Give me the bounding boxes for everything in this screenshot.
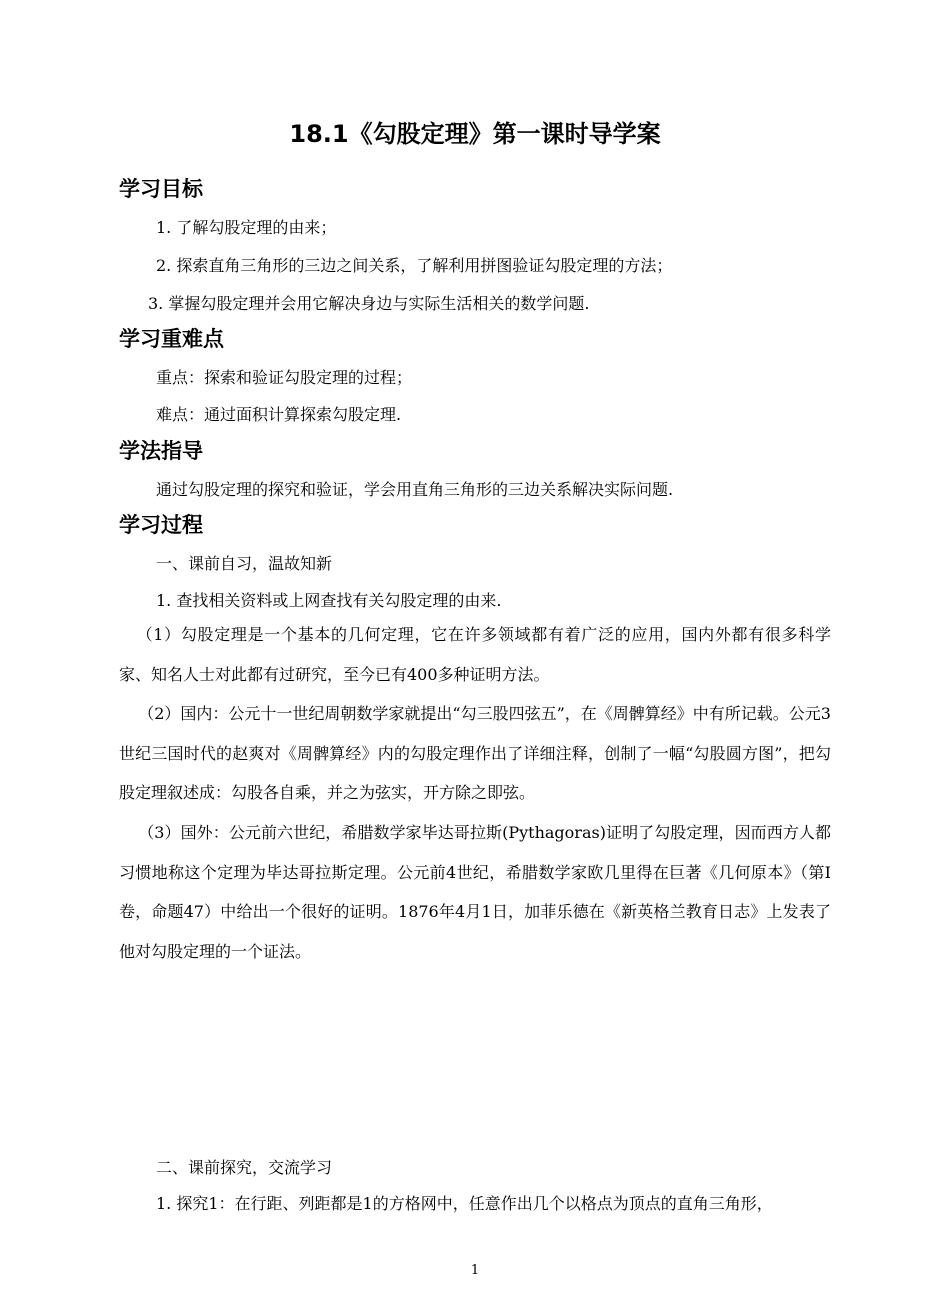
document-title: 18.1《勾股定理》第一课时导学案 — [289, 120, 661, 148]
process-part1-item1: 1. 查找相关资料或上网查找有关勾股定理的由来. — [156, 591, 502, 610]
process-part2-item1: 1. 探究1：在行距、列距都是1的方格网中，任意作出几个以格点为顶点的直角三角形， — [156, 1194, 773, 1213]
objective-item-3: 3. 掌握勾股定理并会用它解决身边与实际生活相关的数学问题. — [148, 294, 590, 313]
objective-item-1: 1. 了解勾股定理的由来； — [156, 218, 337, 237]
heading-objectives: 学习目标 — [119, 177, 203, 201]
page-number: 1 — [470, 1263, 480, 1278]
history-paragraph-2: （2）国内：公元十一世纪周朝数学家就提出“勾三股四弦五”，在《周髀算经》中有所记载。公元3世纪三国时代的赵爽对《周髀算经》内的勾股定理作出了详细注释，创制了一幅“勾股圆方图”，把勾股定理叙述成：勾股各自乘，并之为弦实，开方除之即弦。 — [119, 704, 831, 802]
key-point-difficulty: 难点：通过面积计算探索勾股定理. — [156, 405, 402, 424]
objective-item-2: 2. 探索直角三角形的三边之间关系，了解利用拼图验证勾股定理的方法； — [156, 256, 673, 275]
key-point-focus: 重点：探索和验证勾股定理的过程； — [156, 368, 413, 387]
history-paragraph-1: （1）勾股定理是一个基本的几何定理，它在许多领域都有着广泛的应用，国内外都有很多科学家、知名人士对此都有过研究，至今已有400多种证明方法。 — [119, 625, 831, 684]
history-paragraph-3: （3）国外：公元前六世纪，希腊数学家毕达哥拉斯(Pythagoras)证明了勾股定理，因而西方人都习惯地称这个定理为毕达哥拉斯定理。公元前4世纪，希腊数学家欧几里得在巨著《几何原本》（第Ⅰ卷，命题47）中给出一个很好的证明。1876年4月1日，加菲乐德在《新英格兰教育日志》上发表了他对勾股定理的一个证法。 — [119, 823, 831, 961]
process-part1-title: 一、课前自习，温故知新 — [156, 554, 333, 573]
method-text: 通过勾股定理的探究和验证，学会用直角三角形的三边关系解决实际问题. — [156, 480, 674, 499]
heading-method: 学法指导 — [119, 439, 203, 463]
heading-process: 学习过程 — [119, 513, 203, 537]
process-part2-title: 二、课前探究，交流学习 — [156, 1158, 333, 1177]
heading-key-points: 学习重难点 — [119, 327, 224, 351]
